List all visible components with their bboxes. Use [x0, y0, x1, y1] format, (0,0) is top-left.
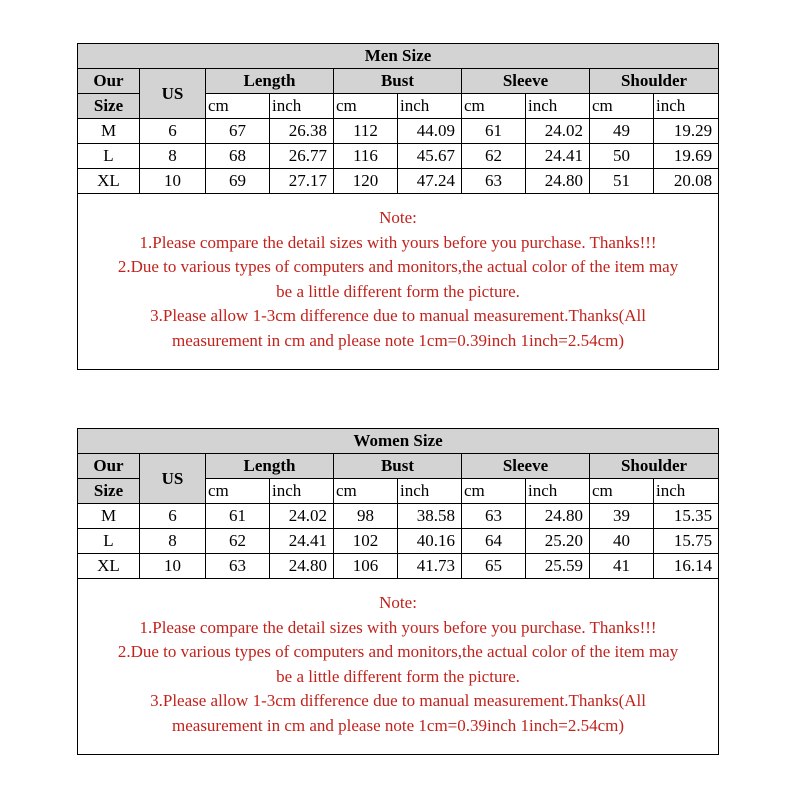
note-line: measurement in cm and please note 1cm=0.39inch 1inch=2.54cm): [172, 715, 625, 735]
shoulder-header: Shoulder: [590, 69, 719, 94]
unit-header: cm: [334, 94, 398, 119]
note-line: be a little different form the picture.: [276, 281, 520, 301]
length-cm-cell: 69: [206, 169, 270, 194]
unit-header: inch: [654, 479, 719, 504]
note-line: 1.Please compare the detail sizes with yours before you purchase. Thanks!!!: [139, 232, 657, 252]
sleeve-inch-cell: 25.20: [526, 529, 590, 554]
unit-header: inch: [398, 94, 462, 119]
sleeve-cm-cell: 64: [462, 529, 526, 554]
bust-cm-cell: 106: [334, 554, 398, 579]
us-cell: 8: [140, 529, 206, 554]
size-cell: M: [78, 504, 140, 529]
size-cell: L: [78, 529, 140, 554]
sleeve-inch-cell: 24.80: [526, 169, 590, 194]
length-cm-cell: 63: [206, 554, 270, 579]
unit-header: cm: [206, 479, 270, 504]
bust-cm-cell: 102: [334, 529, 398, 554]
note-heading: Note:: [379, 593, 417, 612]
size-table: [77, 428, 719, 755]
shoulder-inch-cell: 15.75: [654, 529, 719, 554]
us-cell: 8: [140, 144, 206, 169]
size-cell: M: [78, 119, 140, 144]
bust-cm-cell: 116: [334, 144, 398, 169]
unit-header: cm: [206, 94, 270, 119]
bust-header: Bust: [334, 69, 462, 94]
unit-header: cm: [590, 94, 654, 119]
bust-inch-cell: 41.73: [398, 554, 462, 579]
bust-inch-cell: 38.58: [398, 504, 462, 529]
table-row: [78, 554, 719, 579]
size-table: [77, 43, 719, 370]
shoulder-cm-cell: 39: [590, 504, 654, 529]
note-line: 3.Please allow 1-3cm difference due to manual measurement.Thanks(All: [150, 306, 646, 325]
note-heading: Note:: [379, 208, 417, 227]
table-row: [78, 169, 719, 194]
length-cm-cell: 62: [206, 529, 270, 554]
note-line: 2.Due to various types of computers and monitors,the actual color of the item may: [117, 257, 679, 276]
unit-header: inch: [398, 479, 462, 504]
shoulder-inch-cell: 15.35: [654, 504, 719, 529]
sleeve-inch-cell: 24.02: [526, 119, 590, 144]
unit-header: cm: [462, 479, 526, 504]
note-box: [78, 194, 719, 370]
note-line: measurement in cm and please note 1cm=0.39inch 1inch=2.54cm): [172, 330, 625, 350]
size-cell: XL: [78, 169, 140, 194]
bust-inch-cell: 47.24: [398, 169, 462, 194]
unit-header: inch: [526, 94, 590, 119]
our-size-header: Our: [78, 69, 140, 94]
sleeve-cm-cell: 62: [462, 144, 526, 169]
bust-inch-cell: 40.16: [398, 529, 462, 554]
shoulder-cm-cell: 41: [590, 554, 654, 579]
sleeve-cm-cell: 65: [462, 554, 526, 579]
bust-cm-cell: 120: [334, 169, 398, 194]
shoulder-inch-cell: 19.69: [654, 144, 719, 169]
table-row: [78, 144, 719, 169]
sleeve-inch-cell: 24.80: [526, 504, 590, 529]
us-cell: 6: [140, 504, 206, 529]
length-cm-cell: 61: [206, 504, 270, 529]
sleeve-cm-cell: 63: [462, 504, 526, 529]
sleeve-header: Sleeve: [462, 69, 590, 94]
unit-header: cm: [334, 479, 398, 504]
note-line: 2.Due to various types of computers and monitors,the actual color of the item may: [117, 642, 679, 661]
length-inch-cell: 24.80: [270, 554, 334, 579]
us-cell: 10: [140, 169, 206, 194]
size-cell: XL: [78, 554, 140, 579]
us-cell: 6: [140, 119, 206, 144]
women-size-chart: [77, 428, 718, 755]
sleeve-inch-cell: 25.59: [526, 554, 590, 579]
unit-header: inch: [270, 479, 334, 504]
length-cm-cell: 67: [206, 119, 270, 144]
our-size-header: Our: [78, 454, 140, 479]
note-line: be a little different form the picture.: [276, 666, 520, 686]
length-header: Length: [206, 69, 334, 94]
unit-header: cm: [590, 479, 654, 504]
shoulder-inch-cell: 16.14: [654, 554, 719, 579]
shoulder-cm-cell: 50: [590, 144, 654, 169]
length-cm-cell: 68: [206, 144, 270, 169]
size-cell: L: [78, 144, 140, 169]
us-header: US: [140, 69, 206, 119]
table-row: [78, 504, 719, 529]
us-header: US: [140, 454, 206, 504]
table-title: Women Size: [78, 429, 719, 454]
note-line: 3.Please allow 1-3cm difference due to manual measurement.Thanks(All: [150, 691, 646, 710]
shoulder-header: Shoulder: [590, 454, 719, 479]
our-size-header-2: Size: [78, 479, 140, 504]
unit-header: inch: [526, 479, 590, 504]
bust-header: Bust: [334, 454, 462, 479]
table-row: [78, 119, 719, 144]
bust-cm-cell: 98: [334, 504, 398, 529]
shoulder-inch-cell: 20.08: [654, 169, 719, 194]
length-header: Length: [206, 454, 334, 479]
men-size-chart: [77, 43, 718, 370]
sleeve-inch-cell: 24.41: [526, 144, 590, 169]
length-inch-cell: 24.41: [270, 529, 334, 554]
unit-header: inch: [270, 94, 334, 119]
length-inch-cell: 24.02: [270, 504, 334, 529]
us-cell: 10: [140, 554, 206, 579]
length-inch-cell: 26.38: [270, 119, 334, 144]
shoulder-inch-cell: 19.29: [654, 119, 719, 144]
table-title: Men Size: [78, 44, 719, 69]
shoulder-cm-cell: 40: [590, 529, 654, 554]
unit-header: inch: [654, 94, 719, 119]
length-inch-cell: 27.17: [270, 169, 334, 194]
sleeve-header: Sleeve: [462, 454, 590, 479]
sleeve-cm-cell: 61: [462, 119, 526, 144]
unit-header: cm: [462, 94, 526, 119]
table-row: [78, 529, 719, 554]
bust-inch-cell: 44.09: [398, 119, 462, 144]
our-size-header-2: Size: [78, 94, 140, 119]
length-inch-cell: 26.77: [270, 144, 334, 169]
sleeve-cm-cell: 63: [462, 169, 526, 194]
note-box: [78, 579, 719, 755]
bust-inch-cell: 45.67: [398, 144, 462, 169]
note-line: 1.Please compare the detail sizes with yours before you purchase. Thanks!!!: [139, 617, 657, 637]
shoulder-cm-cell: 49: [590, 119, 654, 144]
shoulder-cm-cell: 51: [590, 169, 654, 194]
bust-cm-cell: 112: [334, 119, 398, 144]
